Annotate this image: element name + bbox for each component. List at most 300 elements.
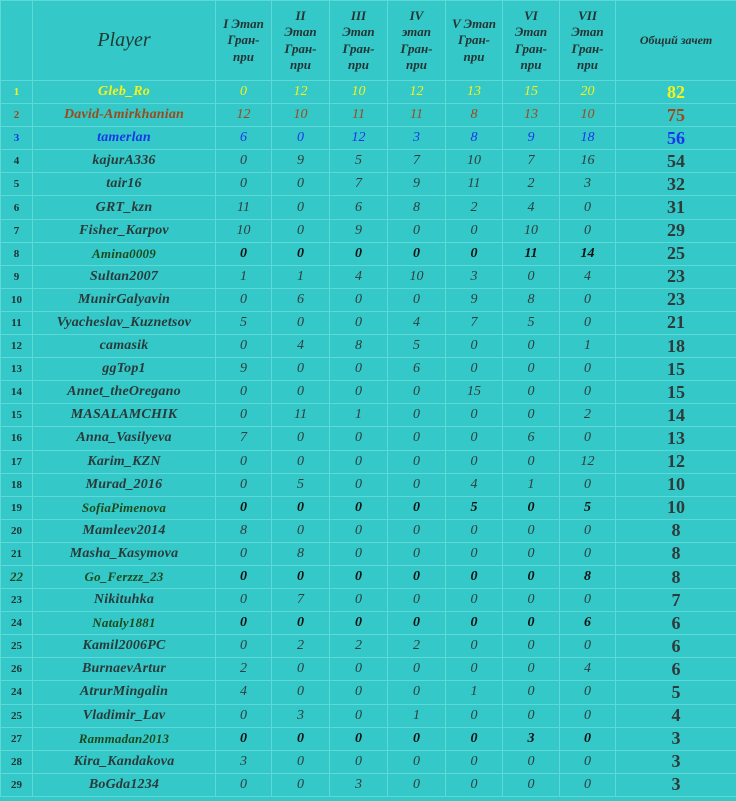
player-name-cell: Murad_2016 bbox=[33, 473, 216, 496]
rank-cell: 10 bbox=[1, 288, 33, 311]
stage-7-score-cell: 0 bbox=[560, 750, 616, 773]
stage-6-score-cell: 0 bbox=[503, 658, 560, 681]
stage-4-score-cell: 0 bbox=[388, 612, 446, 635]
rank-cell: 16 bbox=[1, 427, 33, 450]
stage-2-score-cell: 4 bbox=[272, 335, 330, 358]
stage-3-score-cell: 0 bbox=[330, 750, 388, 773]
rank-cell: 28 bbox=[1, 750, 33, 773]
stage-1-score-cell: 8 bbox=[216, 519, 272, 542]
table-row bbox=[1, 542, 736, 565]
stage-5-score-cell: 0 bbox=[446, 773, 503, 796]
stage-6-score-cell: 4 bbox=[503, 196, 560, 219]
player-name-cell: Gleb_Ro bbox=[33, 81, 216, 104]
header-stage-7: VII Этап Гран- при bbox=[560, 1, 616, 81]
table-row bbox=[1, 173, 736, 196]
stage-6-score-cell: 0 bbox=[503, 404, 560, 427]
stage-7-score-cell: 4 bbox=[560, 658, 616, 681]
stage-5-score-cell: 0 bbox=[446, 242, 503, 265]
rank-cell: 25 bbox=[1, 635, 33, 658]
player-name-cell: Annet_theOregano bbox=[33, 381, 216, 404]
stage-1-score-cell: 6 bbox=[216, 127, 272, 150]
table-row bbox=[1, 681, 736, 704]
stage-3-score-cell: 2 bbox=[330, 635, 388, 658]
stage-1-score-cell: 5 bbox=[216, 311, 272, 334]
player-name-cell: SofiaPimenova bbox=[33, 496, 216, 519]
player-name-cell: tamerlan bbox=[33, 127, 216, 150]
stage-5-score-cell: 0 bbox=[446, 565, 503, 588]
table-row bbox=[1, 704, 736, 727]
stage-3-score-cell: 11 bbox=[330, 104, 388, 127]
total-score-cell: 75 bbox=[616, 104, 736, 127]
table-row bbox=[1, 427, 736, 450]
stage-2-score-cell: 3 bbox=[272, 704, 330, 727]
stage-2-score-cell: 6 bbox=[272, 288, 330, 311]
stage-3-score-cell: 0 bbox=[330, 727, 388, 750]
table-row bbox=[1, 450, 736, 473]
stage-3-score-cell: 8 bbox=[330, 335, 388, 358]
stage-6-score-cell: 6 bbox=[503, 427, 560, 450]
stage-4-score-cell: 0 bbox=[388, 288, 446, 311]
stage-7-score-cell: 0 bbox=[560, 519, 616, 542]
stage-3-score-cell: 0 bbox=[330, 542, 388, 565]
stage-1-score-cell: 0 bbox=[216, 242, 272, 265]
total-score-cell: 31 bbox=[616, 196, 736, 219]
player-name-cell: Mamleev2014 bbox=[33, 519, 216, 542]
stage-5-score-cell: 0 bbox=[446, 704, 503, 727]
stage-1-score-cell: 0 bbox=[216, 173, 272, 196]
stage-3-score-cell: 4 bbox=[330, 265, 388, 288]
player-name-cell: Kamil2006PC bbox=[33, 635, 216, 658]
stage-1-score-cell: 0 bbox=[216, 150, 272, 173]
stage-3-score-cell: 1 bbox=[330, 404, 388, 427]
stage-2-score-cell: 9 bbox=[272, 150, 330, 173]
header-player: Player bbox=[33, 1, 216, 81]
stage-6-score-cell: 3 bbox=[503, 727, 560, 750]
rank-cell: 1 bbox=[1, 81, 33, 104]
total-score-cell: 6 bbox=[616, 612, 736, 635]
stage-1-score-cell: 4 bbox=[216, 681, 272, 704]
rank-cell: 23 bbox=[1, 589, 33, 612]
stage-1-score-cell: 12 bbox=[216, 104, 272, 127]
stage-5-score-cell: 0 bbox=[446, 750, 503, 773]
header-stage-6: VI Этап Гран- при bbox=[503, 1, 560, 81]
stage-1-score-cell: 0 bbox=[216, 473, 272, 496]
total-score-cell: 6 bbox=[616, 658, 736, 681]
stage-1-score-cell: 0 bbox=[216, 565, 272, 588]
stage-5-score-cell: 4 bbox=[446, 473, 503, 496]
stage-4-score-cell: 5 bbox=[388, 335, 446, 358]
stage-3-score-cell: 7 bbox=[330, 173, 388, 196]
table-row bbox=[1, 750, 736, 773]
stage-6-score-cell: 0 bbox=[503, 704, 560, 727]
stage-2-score-cell: 0 bbox=[272, 127, 330, 150]
total-score-cell: 56 bbox=[616, 127, 736, 150]
stage-6-score-cell: 0 bbox=[503, 496, 560, 519]
stage-6-score-cell: 8 bbox=[503, 288, 560, 311]
stage-2-score-cell: 0 bbox=[272, 196, 330, 219]
stage-7-score-cell: 0 bbox=[560, 311, 616, 334]
header-total: Общий зачет bbox=[616, 1, 736, 81]
stage-5-score-cell: 13 bbox=[446, 81, 503, 104]
stage-2-score-cell: 0 bbox=[272, 727, 330, 750]
rank-cell: 4 bbox=[1, 150, 33, 173]
stage-5-score-cell: 0 bbox=[446, 542, 503, 565]
stage-3-score-cell: 0 bbox=[330, 658, 388, 681]
total-score-cell: 21 bbox=[616, 311, 736, 334]
stage-7-score-cell: 0 bbox=[560, 635, 616, 658]
rank-cell: 29 bbox=[1, 773, 33, 796]
total-score-cell: 32 bbox=[616, 173, 736, 196]
rank-cell: 8 bbox=[1, 242, 33, 265]
stage-2-score-cell: 0 bbox=[272, 519, 330, 542]
stage-2-score-cell: 8 bbox=[272, 542, 330, 565]
total-score-cell: 25 bbox=[616, 242, 736, 265]
rank-cell: 3 bbox=[1, 127, 33, 150]
stage-3-score-cell: 3 bbox=[330, 773, 388, 796]
stage-7-score-cell: 20 bbox=[560, 81, 616, 104]
stage-1-score-cell: 0 bbox=[216, 450, 272, 473]
stage-1-score-cell: 0 bbox=[216, 542, 272, 565]
player-name-cell: Go_Ferzzz_23 bbox=[33, 565, 216, 588]
table-row bbox=[1, 335, 736, 358]
stage-6-score-cell: 0 bbox=[503, 565, 560, 588]
stage-5-score-cell: 0 bbox=[446, 658, 503, 681]
rank-cell: 15 bbox=[1, 404, 33, 427]
stage-1-score-cell: 0 bbox=[216, 335, 272, 358]
total-score-cell: 3 bbox=[616, 773, 736, 796]
stage-4-score-cell: 0 bbox=[388, 542, 446, 565]
stage-3-score-cell: 0 bbox=[330, 565, 388, 588]
stage-4-score-cell: 11 bbox=[388, 104, 446, 127]
stage-5-score-cell: 9 bbox=[446, 288, 503, 311]
stage-4-score-cell: 0 bbox=[388, 519, 446, 542]
header-row bbox=[1, 1, 736, 81]
stage-3-score-cell: 0 bbox=[330, 427, 388, 450]
player-name-cell: Vladimir_Lav bbox=[33, 704, 216, 727]
stage-5-score-cell: 0 bbox=[446, 612, 503, 635]
player-name-cell: Rammadan2013 bbox=[33, 727, 216, 750]
stage-6-score-cell: 2 bbox=[503, 173, 560, 196]
stage-2-score-cell: 0 bbox=[272, 242, 330, 265]
table-row bbox=[1, 473, 736, 496]
stage-7-score-cell: 0 bbox=[560, 773, 616, 796]
rank-cell: 20 bbox=[1, 519, 33, 542]
stage-4-score-cell: 0 bbox=[388, 427, 446, 450]
stage-3-score-cell: 0 bbox=[330, 704, 388, 727]
stage-2-score-cell: 0 bbox=[272, 173, 330, 196]
player-name-cell: Vyacheslav_Kuznetsov bbox=[33, 311, 216, 334]
rank-cell: 24 bbox=[1, 612, 33, 635]
player-name-cell: Amina0009 bbox=[33, 242, 216, 265]
stage-5-score-cell: 0 bbox=[446, 219, 503, 242]
player-name-cell: kajurA336 bbox=[33, 150, 216, 173]
stage-7-score-cell: 18 bbox=[560, 127, 616, 150]
stage-1-score-cell: 0 bbox=[216, 773, 272, 796]
player-name-cell: BurnaevArtur bbox=[33, 658, 216, 681]
stage-6-score-cell: 0 bbox=[503, 681, 560, 704]
stage-1-score-cell: 10 bbox=[216, 219, 272, 242]
table-row bbox=[1, 612, 736, 635]
player-name-cell: Karim_KZN bbox=[33, 450, 216, 473]
stage-6-score-cell: 11 bbox=[503, 242, 560, 265]
stage-2-score-cell: 10 bbox=[272, 104, 330, 127]
stage-6-score-cell: 0 bbox=[503, 519, 560, 542]
stage-3-score-cell: 0 bbox=[330, 681, 388, 704]
stage-4-score-cell: 7 bbox=[388, 150, 446, 173]
table-row bbox=[1, 565, 736, 588]
table-row bbox=[1, 196, 736, 219]
stage-7-score-cell: 0 bbox=[560, 473, 616, 496]
table-row bbox=[1, 242, 736, 265]
stage-1-score-cell: 0 bbox=[216, 704, 272, 727]
player-name-cell: ggTop1 bbox=[33, 358, 216, 381]
table-row bbox=[1, 265, 736, 288]
table-row bbox=[1, 773, 736, 796]
stage-7-score-cell: 3 bbox=[560, 173, 616, 196]
rank-cell: 13 bbox=[1, 358, 33, 381]
stage-4-score-cell: 0 bbox=[388, 242, 446, 265]
total-score-cell: 13 bbox=[616, 427, 736, 450]
stage-1-score-cell: 0 bbox=[216, 635, 272, 658]
stage-2-score-cell: 0 bbox=[272, 565, 330, 588]
table-row bbox=[1, 727, 736, 750]
table-row bbox=[1, 381, 736, 404]
stage-6-score-cell: 0 bbox=[503, 773, 560, 796]
stage-4-score-cell: 9 bbox=[388, 173, 446, 196]
table-row bbox=[1, 104, 736, 127]
total-score-cell: 10 bbox=[616, 473, 736, 496]
player-name-cell: Anna_Vasilyeva bbox=[33, 427, 216, 450]
rank-cell: 5 bbox=[1, 173, 33, 196]
stage-7-score-cell: 10 bbox=[560, 104, 616, 127]
stage-5-score-cell: 0 bbox=[446, 427, 503, 450]
stage-2-score-cell: 5 bbox=[272, 473, 330, 496]
stage-7-score-cell: 14 bbox=[560, 242, 616, 265]
stage-5-score-cell: 5 bbox=[446, 496, 503, 519]
stage-1-score-cell: 9 bbox=[216, 358, 272, 381]
stage-1-score-cell: 0 bbox=[216, 404, 272, 427]
stage-1-score-cell: 3 bbox=[216, 750, 272, 773]
stage-6-score-cell: 0 bbox=[503, 335, 560, 358]
stage-2-score-cell: 11 bbox=[272, 404, 330, 427]
stage-2-score-cell: 2 bbox=[272, 635, 330, 658]
stage-7-score-cell: 0 bbox=[560, 381, 616, 404]
stage-4-score-cell: 0 bbox=[388, 496, 446, 519]
stage-7-score-cell: 0 bbox=[560, 427, 616, 450]
stage-3-score-cell: 0 bbox=[330, 519, 388, 542]
stage-2-score-cell: 0 bbox=[272, 612, 330, 635]
rank-cell: 18 bbox=[1, 473, 33, 496]
stage-6-score-cell: 0 bbox=[503, 358, 560, 381]
player-name-cell: BoGda1234 bbox=[33, 773, 216, 796]
rank-cell: 17 bbox=[1, 450, 33, 473]
stage-4-score-cell: 1 bbox=[388, 704, 446, 727]
rank-cell: 24 bbox=[1, 681, 33, 704]
stage-5-score-cell: 0 bbox=[446, 727, 503, 750]
stage-4-score-cell: 6 bbox=[388, 358, 446, 381]
stage-4-score-cell: 8 bbox=[388, 196, 446, 219]
player-name-cell: MunirGalyavin bbox=[33, 288, 216, 311]
stage-3-score-cell: 9 bbox=[330, 219, 388, 242]
stage-7-score-cell: 6 bbox=[560, 612, 616, 635]
stage-2-score-cell: 12 bbox=[272, 81, 330, 104]
stage-1-score-cell: 0 bbox=[216, 381, 272, 404]
stage-6-score-cell: 5 bbox=[503, 311, 560, 334]
stage-7-score-cell: 0 bbox=[560, 542, 616, 565]
total-score-cell: 29 bbox=[616, 219, 736, 242]
stage-5-score-cell: 0 bbox=[446, 335, 503, 358]
total-score-cell: 8 bbox=[616, 519, 736, 542]
player-name-cell: Kira_Kandakova bbox=[33, 750, 216, 773]
stage-3-score-cell: 0 bbox=[330, 358, 388, 381]
player-name-cell: tair16 bbox=[33, 173, 216, 196]
stage-4-score-cell: 0 bbox=[388, 727, 446, 750]
stage-6-score-cell: 1 bbox=[503, 473, 560, 496]
header-stage-3: III Этап Гран- при bbox=[330, 1, 388, 81]
rank-cell: 21 bbox=[1, 542, 33, 565]
total-score-cell: 23 bbox=[616, 265, 736, 288]
stage-4-score-cell: 0 bbox=[388, 219, 446, 242]
stage-6-score-cell: 15 bbox=[503, 81, 560, 104]
stage-1-score-cell: 0 bbox=[216, 81, 272, 104]
stage-5-score-cell: 0 bbox=[446, 358, 503, 381]
stage-6-score-cell: 0 bbox=[503, 750, 560, 773]
stage-2-score-cell: 0 bbox=[272, 450, 330, 473]
stage-4-score-cell: 3 bbox=[388, 127, 446, 150]
stage-4-score-cell: 0 bbox=[388, 565, 446, 588]
stage-5-score-cell: 0 bbox=[446, 519, 503, 542]
stage-6-score-cell: 7 bbox=[503, 150, 560, 173]
total-score-cell: 8 bbox=[616, 542, 736, 565]
stage-6-score-cell: 0 bbox=[503, 589, 560, 612]
stage-7-score-cell: 12 bbox=[560, 450, 616, 473]
stage-6-score-cell: 10 bbox=[503, 219, 560, 242]
player-name-cell: camasik bbox=[33, 335, 216, 358]
stage-5-score-cell: 0 bbox=[446, 635, 503, 658]
stage-4-score-cell: 4 bbox=[388, 311, 446, 334]
stage-6-score-cell: 0 bbox=[503, 542, 560, 565]
rank-cell: 7 bbox=[1, 219, 33, 242]
stage-6-score-cell: 9 bbox=[503, 127, 560, 150]
stage-2-score-cell: 0 bbox=[272, 681, 330, 704]
stage-6-score-cell: 0 bbox=[503, 381, 560, 404]
stage-3-score-cell: 0 bbox=[330, 450, 388, 473]
table-row bbox=[1, 496, 736, 519]
stage-6-score-cell: 0 bbox=[503, 265, 560, 288]
stage-4-score-cell: 0 bbox=[388, 381, 446, 404]
stage-7-score-cell: 0 bbox=[560, 358, 616, 381]
stage-3-score-cell: 5 bbox=[330, 150, 388, 173]
stage-1-score-cell: 7 bbox=[216, 427, 272, 450]
stage-5-score-cell: 1 bbox=[446, 681, 503, 704]
stage-5-score-cell: 0 bbox=[446, 404, 503, 427]
stage-3-score-cell: 0 bbox=[330, 473, 388, 496]
stage-3-score-cell: 0 bbox=[330, 311, 388, 334]
stage-2-score-cell: 1 bbox=[272, 265, 330, 288]
player-name-cell: Masha_Kasymova bbox=[33, 542, 216, 565]
stage-7-score-cell: 2 bbox=[560, 404, 616, 427]
stage-3-score-cell: 0 bbox=[330, 381, 388, 404]
stage-7-score-cell: 0 bbox=[560, 681, 616, 704]
rank-cell: 11 bbox=[1, 311, 33, 334]
stage-1-score-cell: 0 bbox=[216, 496, 272, 519]
stage-4-score-cell: 12 bbox=[388, 81, 446, 104]
stage-4-score-cell: 0 bbox=[388, 658, 446, 681]
rank-cell: 14 bbox=[1, 381, 33, 404]
table-row bbox=[1, 404, 736, 427]
header-num bbox=[1, 1, 33, 81]
stage-7-score-cell: 4 bbox=[560, 265, 616, 288]
table-row bbox=[1, 658, 736, 681]
stage-7-score-cell: 16 bbox=[560, 150, 616, 173]
stage-3-score-cell: 12 bbox=[330, 127, 388, 150]
table-row bbox=[1, 519, 736, 542]
stage-5-score-cell: 11 bbox=[446, 173, 503, 196]
stage-1-score-cell: 0 bbox=[216, 612, 272, 635]
rank-cell: 6 bbox=[1, 196, 33, 219]
stage-6-score-cell: 0 bbox=[503, 450, 560, 473]
total-score-cell: 10 bbox=[616, 496, 736, 519]
total-score-cell: 54 bbox=[616, 150, 736, 173]
stage-4-score-cell: 0 bbox=[388, 473, 446, 496]
stage-1-score-cell: 1 bbox=[216, 265, 272, 288]
stage-1-score-cell: 0 bbox=[216, 727, 272, 750]
stage-3-score-cell: 0 bbox=[330, 242, 388, 265]
stage-3-score-cell: 0 bbox=[330, 612, 388, 635]
player-name-cell: AtrurMingalin bbox=[33, 681, 216, 704]
stage-2-score-cell: 0 bbox=[272, 358, 330, 381]
table-row bbox=[1, 288, 736, 311]
header-stage-1: I Этап Гран- при bbox=[216, 1, 272, 81]
stage-2-score-cell: 0 bbox=[272, 750, 330, 773]
total-score-cell: 12 bbox=[616, 450, 736, 473]
stage-1-score-cell: 2 bbox=[216, 658, 272, 681]
stage-5-score-cell: 8 bbox=[446, 127, 503, 150]
total-score-cell: 14 bbox=[616, 404, 736, 427]
stage-6-score-cell: 13 bbox=[503, 104, 560, 127]
stage-2-score-cell: 0 bbox=[272, 219, 330, 242]
stage-3-score-cell: 0 bbox=[330, 496, 388, 519]
stage-2-score-cell: 0 bbox=[272, 381, 330, 404]
stage-4-score-cell: 0 bbox=[388, 404, 446, 427]
stage-4-score-cell: 0 bbox=[388, 681, 446, 704]
stage-7-score-cell: 0 bbox=[560, 704, 616, 727]
total-score-cell: 6 bbox=[616, 635, 736, 658]
player-name-cell: MASALAMCHIK bbox=[33, 404, 216, 427]
stage-5-score-cell: 15 bbox=[446, 381, 503, 404]
total-score-cell: 15 bbox=[616, 381, 736, 404]
rank-cell: 19 bbox=[1, 496, 33, 519]
stage-7-score-cell: 0 bbox=[560, 288, 616, 311]
stage-7-score-cell: 1 bbox=[560, 335, 616, 358]
table-row bbox=[1, 127, 736, 150]
rank-cell: 27 bbox=[1, 727, 33, 750]
stage-2-score-cell: 0 bbox=[272, 311, 330, 334]
stage-5-score-cell: 7 bbox=[446, 311, 503, 334]
stage-5-score-cell: 10 bbox=[446, 150, 503, 173]
stage-6-score-cell: 0 bbox=[503, 612, 560, 635]
header-stage-2: II Этап Гран- при bbox=[272, 1, 330, 81]
stage-4-score-cell: 2 bbox=[388, 635, 446, 658]
stage-4-score-cell: 10 bbox=[388, 265, 446, 288]
stage-3-score-cell: 10 bbox=[330, 81, 388, 104]
total-score-cell: 15 bbox=[616, 358, 736, 381]
table-row bbox=[1, 358, 736, 381]
stage-2-score-cell: 7 bbox=[272, 589, 330, 612]
total-score-cell: 3 bbox=[616, 750, 736, 773]
rank-cell: 2 bbox=[1, 104, 33, 127]
total-score-cell: 3 bbox=[616, 727, 736, 750]
